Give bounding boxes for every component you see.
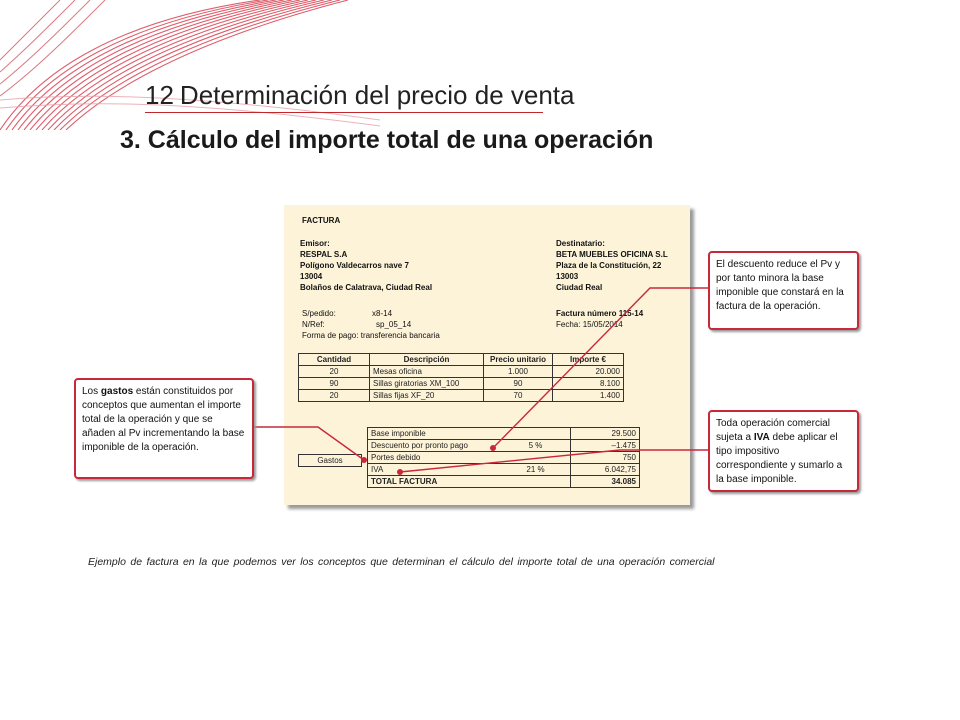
totals-value: 6.042,75 <box>571 464 640 476</box>
payment-method <box>302 330 440 341</box>
callout-iva <box>708 410 859 492</box>
totals-value: 750 <box>571 452 640 464</box>
totals-label: Portes debido <box>368 452 571 464</box>
invoice-number-value: 115-14 <box>618 309 644 318</box>
totals-row <box>368 452 640 464</box>
figure-caption: Ejemplo de factura en la que podemos ver los conceptos que determinan el cálculo del importe total de una operación comercial <box>88 556 715 568</box>
totals-label: Descuento por pronto pago <box>368 440 502 452</box>
gastos-label: Gastos <box>298 454 362 467</box>
issuer-postal-code: 13004 <box>300 272 323 281</box>
invoice-date <box>556 319 623 330</box>
item-desc: Sillas giratorias XM_100 <box>370 378 484 390</box>
table-row <box>299 390 624 402</box>
issuer-address: Polígono Valdecarros nave 7 <box>300 261 409 270</box>
date-label: Fecha: <box>556 320 581 329</box>
totals-row <box>368 440 640 452</box>
item-price: 70 <box>484 390 553 402</box>
order-label: S/pedido: <box>302 309 336 318</box>
totals-percent: 5 % <box>501 440 571 452</box>
callout-iva-keyword: IVA <box>753 432 770 443</box>
chapter-number: 12 <box>145 80 174 110</box>
recipient-block <box>556 238 668 293</box>
callout-descuento <box>708 251 859 330</box>
order-value: x8-14 <box>372 309 393 318</box>
totals-value: 29.500 <box>571 428 640 440</box>
payment-value: transferencia bancaria <box>360 331 440 340</box>
total-invoice-value: 34.085 <box>571 476 640 488</box>
column-header: Descripción <box>370 354 484 366</box>
callout-iva-text-end: debe aplicar el tipo impositivo correspondiente y sumarlo a la base imponible. <box>716 432 843 485</box>
ref-label: N/Ref: <box>302 320 325 329</box>
item-qty: 90 <box>299 378 370 390</box>
totals-row <box>368 428 640 440</box>
totals-label: Base imponible <box>368 428 571 440</box>
recipient-postal-code: 13003 <box>556 272 579 281</box>
recipient-address: Plaza de la Constitución, 22 <box>556 261 662 270</box>
column-header: Importe € <box>553 354 624 366</box>
total-invoice-label: TOTAL FACTURA <box>368 476 571 488</box>
item-amount: 8.100 <box>553 378 624 390</box>
callout-gastos <box>74 378 254 479</box>
item-desc: Sillas fijas XF_20 <box>370 390 484 402</box>
items-table <box>298 353 624 402</box>
invoice-number-label: Factura número <box>556 309 617 318</box>
item-qty: 20 <box>299 390 370 402</box>
totals-value: –1.475 <box>571 440 640 452</box>
item-price: 1.000 <box>484 366 553 378</box>
issuer-block <box>300 238 432 293</box>
items-header-row <box>299 354 624 366</box>
totals-label: IVA <box>368 464 502 476</box>
item-qty: 20 <box>299 366 370 378</box>
chapter-underline <box>145 112 543 113</box>
table-row <box>299 366 624 378</box>
column-header: Precio unitario <box>484 354 553 366</box>
invoice-number <box>556 308 643 319</box>
table-row <box>299 378 624 390</box>
invoice-document <box>284 205 690 505</box>
callout-gastos-text-end: están constituidos por conceptos que aumentan el importe total de la operación y que se añaden al Pv incrementando la base imponible de la operación. <box>82 386 245 453</box>
date-value: 15/05/2014 <box>582 320 623 329</box>
issuer-label: Emisor: <box>300 239 330 248</box>
recipient-label: Destinatario: <box>556 239 605 248</box>
item-amount: 1.400 <box>553 390 624 402</box>
recipient-name: BETA MUEBLES OFICINA S.L <box>556 250 668 259</box>
callout-gastos-text-start: Los <box>82 386 101 397</box>
payment-label: Forma de pago: <box>302 331 359 340</box>
item-amount: 20.000 <box>553 366 624 378</box>
recipient-city: Ciudad Real <box>556 283 603 292</box>
chapter-heading <box>145 80 574 111</box>
invoice-title: FACTURA <box>302 216 341 225</box>
callout-iva-text-start: Toda operación comercial sujeta a <box>716 418 830 443</box>
callout-gastos-keyword: gastos <box>100 386 134 397</box>
ref-value: sp_05_14 <box>376 320 412 329</box>
issuer-city: Bolaños de Calatrava, Ciudad Real <box>300 283 433 292</box>
column-header: Cantidad <box>299 354 370 366</box>
item-price: 90 <box>484 378 553 390</box>
section-title: 3. Cálculo del importe total de una operación <box>120 126 654 154</box>
callout-descuento-text: El descuento reduce el Pv y por tanto minora la base imponible que constará en la factura de la operación. <box>716 259 844 312</box>
chapter-title: Determinación del precio de venta <box>179 80 575 110</box>
issuer-name: RESPAL S.A <box>300 250 348 259</box>
totals-percent: 21 % <box>501 464 571 476</box>
totals-table <box>367 427 640 488</box>
totals-row <box>368 476 640 488</box>
totals-row <box>368 464 640 476</box>
item-desc: Mesas oficina <box>370 366 484 378</box>
